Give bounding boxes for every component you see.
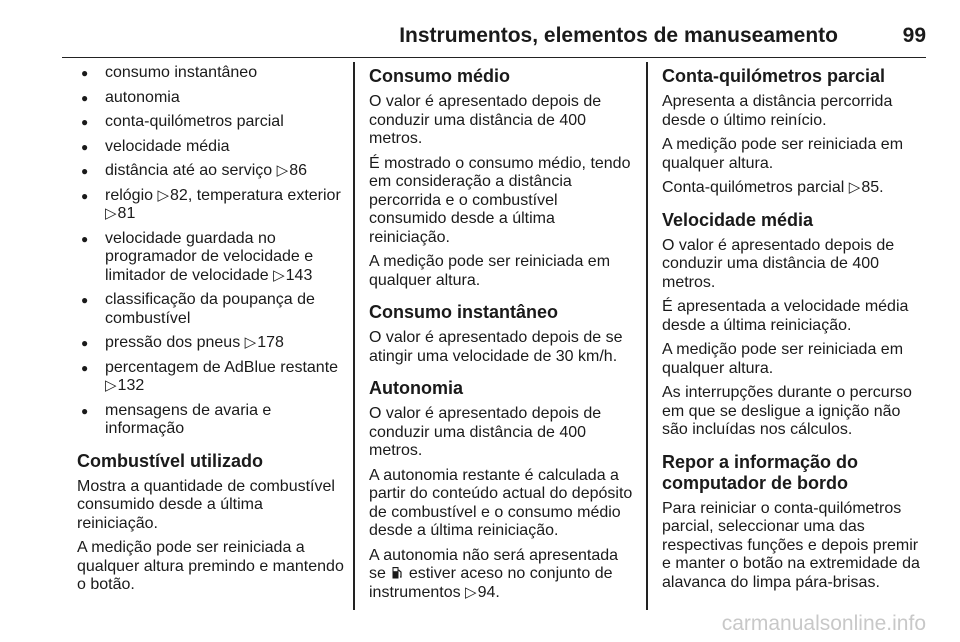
paragraph: A autonomia restante é calculada a partir do conteúdo actual do depósito de combustível e o consumo médio desde a última reiniciação. (369, 466, 633, 539)
page-header (62, 18, 926, 58)
triangle-reference-icon: ▷ (244, 334, 257, 351)
paragraph: A autonomia não será apresentada se estiver aceso no conjunto de instrumentos ▷94. (369, 546, 619, 601)
triangle-reference-icon: ▷ (105, 377, 117, 394)
triangle-reference-icon: ▷ (105, 205, 117, 222)
paragraph: O valor é apresentado depois de conduzir uma distância de 400 metros. (369, 405, 602, 459)
paragraph: A medição pode ser reiniciada em qualquer altura. (662, 136, 904, 172)
paragraph: As interrupções durante o percurso em que se desligue a ignição não são incluídas nos cálculos. (662, 384, 912, 438)
header-title: Instrumentos, elementos de manuseamento (399, 24, 838, 47)
list-item: ● percentagem de AdBlue restante ▷132 (77, 359, 345, 396)
list-item: ● distância até ao serviço ▷86 (77, 162, 345, 181)
triangle-reference-icon: ▷ (848, 179, 861, 196)
list-item: ● relógio ▷82, temperatura exterior ▷81 (77, 187, 345, 224)
section-heading-autonomia: Autonomia (369, 378, 463, 398)
section-heading-consumo-instantaneo: Consumo instantâneo (369, 302, 559, 322)
bullet-list (77, 64, 345, 439)
page-ref[interactable]: 86 (289, 162, 307, 179)
page-ref[interactable]: 82 (170, 186, 188, 204)
paragraph: O valor é apresentado depois de se atingir uma velocidade de 30 km/h. (369, 329, 623, 365)
paragraph: Para reiniciar o conta-quilómetros parcial, seleccionar uma das respectivas funções e depois premir e manter o botão na extremidade da alavanca do limpa pára-brisas. (662, 499, 920, 591)
column-2 (369, 60, 637, 608)
paragraph: O valor é apresentado depois de conduzir uma distância de 400 metros. (662, 236, 895, 291)
paragraph: A medição pode ser reiniciada em qualquer altura. (662, 341, 904, 377)
paragraph: Mostra a quantidade de combustível consumido desde a última reiniciação. (77, 477, 335, 532)
section-heading-consumo-medio: Consumo médio (369, 66, 511, 86)
page-ref[interactable]: 94 (477, 583, 496, 601)
column-divider (646, 62, 648, 610)
triangle-reference-icon: ▷ (273, 266, 285, 284)
triangle-reference-icon: ▷ (157, 186, 170, 204)
page-ref[interactable]: 81 (117, 205, 136, 222)
paragraph: A medição pode ser reiniciada em qualquer altura. (369, 253, 611, 289)
section-heading-conta-quilometros: Conta-quilómetros parcial (662, 66, 886, 86)
list-item: ● autonomia (77, 89, 345, 108)
paragraph: A medição pode ser reiniciada a qualquer altura premindo e mantendo o botão. (77, 539, 344, 593)
paragraph: Apresenta a distância percorrida desde o último reinício. (662, 93, 893, 129)
triangle-reference-icon: ▷ (276, 162, 289, 179)
list-item: ● pressão dos pneus ▷178 (77, 334, 345, 353)
page-ref[interactable]: 178 (257, 334, 284, 351)
watermark: carmanualsonline.info (721, 612, 926, 635)
section-heading-combustivel: Combustível utilizado (77, 450, 264, 471)
column-3 (662, 60, 930, 598)
list-item: ● conta-quilómetros parcial (77, 113, 345, 132)
page-ref[interactable]: 85 (861, 179, 880, 196)
list-item: ● mensagens de avaria e informação (77, 402, 345, 439)
page-number: 99 (902, 24, 926, 47)
list-item: ● consumo instantâneo (77, 64, 345, 83)
paragraph: É apresentada a velocidade média desde a última reiniciação. (662, 298, 909, 334)
section-heading-velocidade-media: Velocidade média (662, 209, 814, 230)
column-divider (353, 62, 355, 610)
page-ref[interactable]: 132 (117, 377, 145, 394)
page-ref[interactable]: 143 (285, 266, 313, 284)
list-item: ● classificação da poupança de combustível (77, 291, 345, 328)
fuel-pump-icon (392, 566, 402, 579)
paragraph: O valor é apresentado depois de conduzir uma distância de 400 metros. (369, 93, 602, 147)
section-heading-repor: Repor a informação do computador de bordo (662, 451, 859, 493)
list-item: ● velocidade guardada no programador de velocidade e limitador de velocidade ▷143 (77, 230, 345, 286)
paragraph: É mostrado o consumo médio, tendo em consideração a distância percorrida e o combustível consumido desde a última reiniciação. (369, 154, 631, 246)
list-item: ● velocidade média (77, 138, 345, 157)
triangle-reference-icon: ▷ (465, 583, 477, 601)
column-1 (77, 60, 345, 601)
paragraph: Conta-quilómetros parcial ▷85. (662, 179, 884, 196)
